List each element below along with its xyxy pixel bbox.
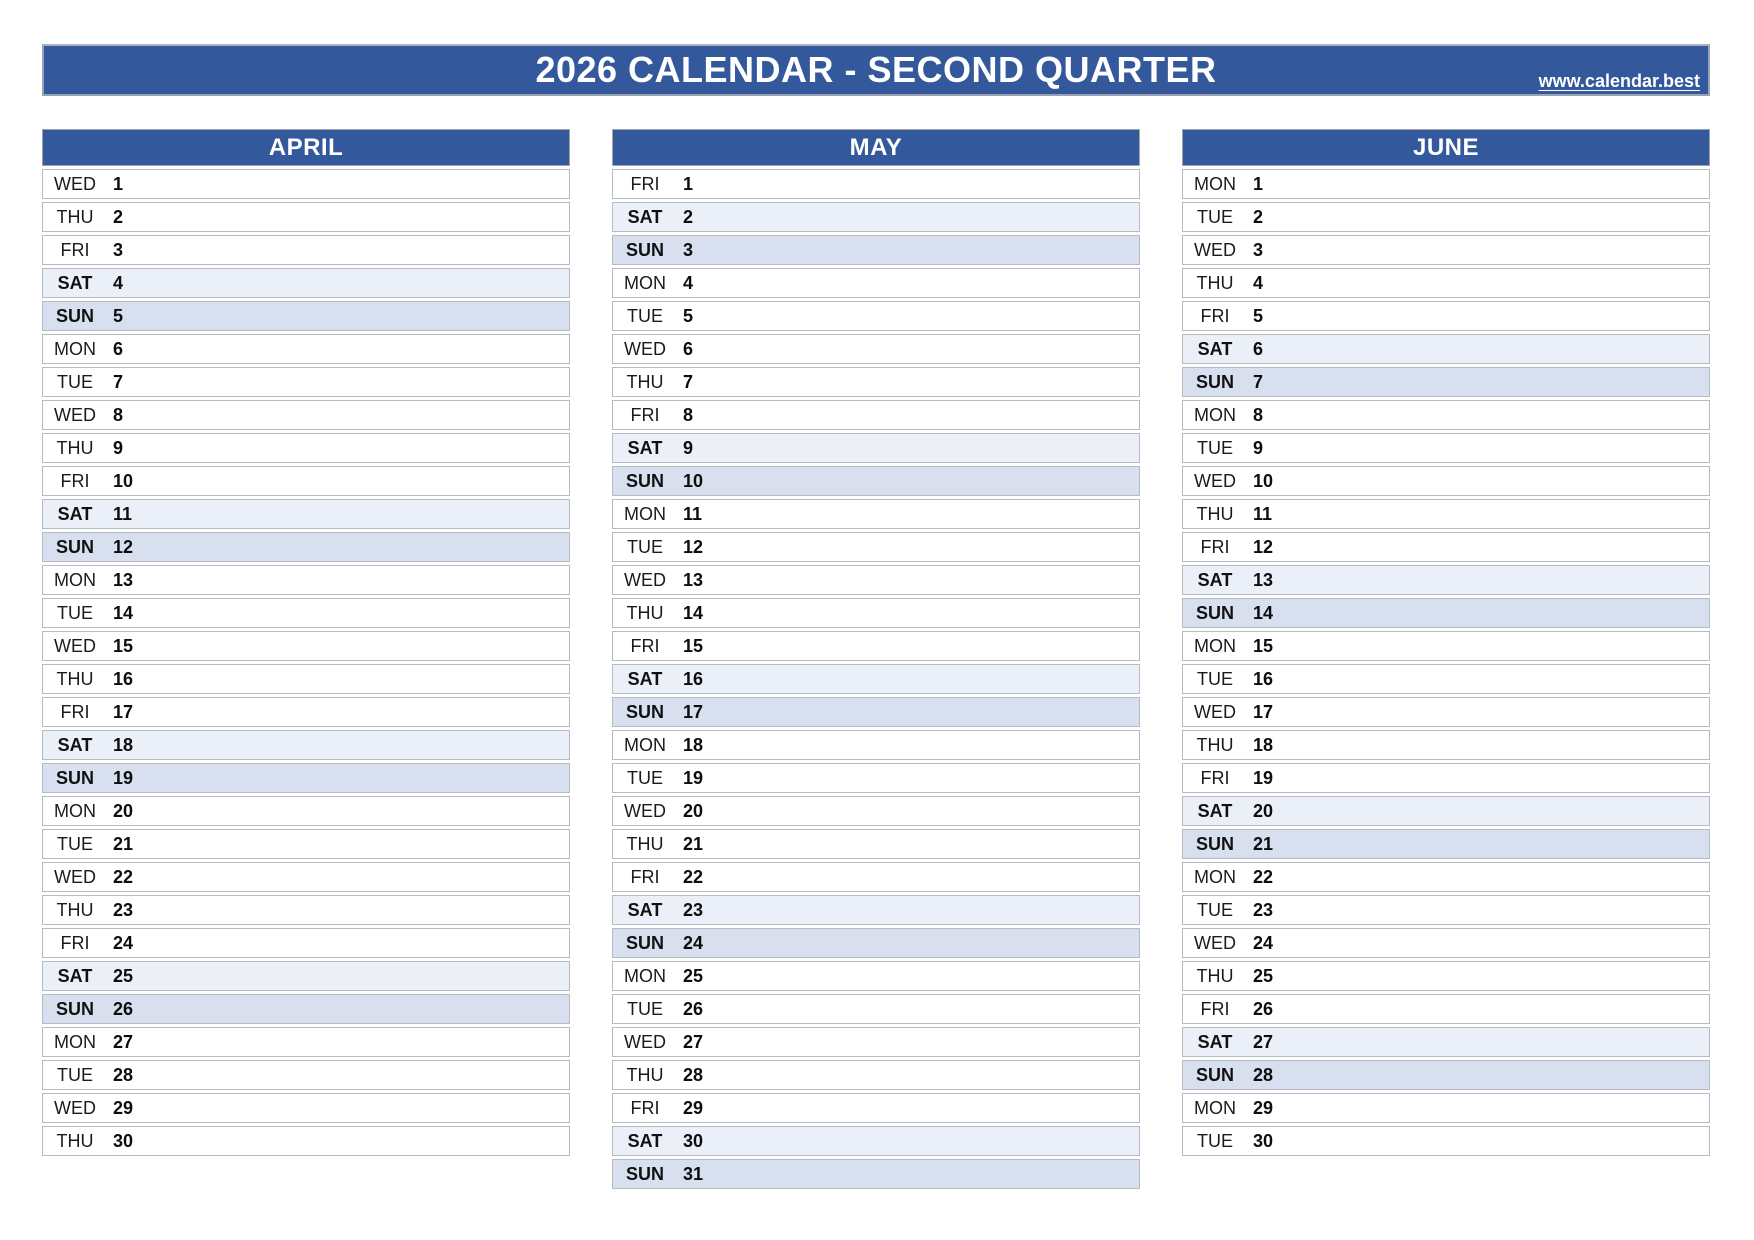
day-row [42,730,570,760]
day-row [1182,202,1710,232]
day-number: 15 [683,635,704,656]
day-row [1182,697,1710,727]
day-row [1182,862,1710,892]
day-name: WED [624,338,666,359]
day-row [42,1027,570,1057]
day-number: 23 [683,899,704,920]
day-row [1182,1060,1710,1090]
day-name: FRI [630,404,660,425]
day-row [42,499,570,529]
day-name: FRI [1200,536,1230,557]
day-row [612,796,1140,826]
day-row [42,1060,570,1090]
day-name: MON [624,965,666,986]
day-number: 21 [113,833,134,854]
day-number: 6 [683,338,694,359]
day-row [42,961,570,991]
day-row [1182,169,1710,199]
day-name: TUE [1197,668,1233,689]
day-name: SUN [625,239,664,260]
day-row [612,631,1140,661]
day-number: 3 [1253,239,1264,260]
day-name: WED [1194,932,1236,953]
day-number: 19 [113,767,134,788]
day-name: MON [1194,404,1236,425]
day-name: THU [626,371,664,392]
day-row [1182,565,1710,595]
day-number: 9 [683,437,694,458]
day-number: 11 [1253,503,1273,524]
day-row [1182,1027,1710,1057]
day-row [612,268,1140,298]
day-row [612,994,1140,1024]
day-name: WED [624,800,666,821]
day-name: SUN [1195,833,1234,854]
day-row [612,1126,1140,1156]
day-row [612,961,1140,991]
day-row [1182,466,1710,496]
day-name: SAT [1197,569,1233,590]
day-name: THU [626,1064,664,1085]
website-link[interactable]: www.calendar.best [1538,71,1700,91]
day-name: SUN [55,998,94,1019]
day-number: 28 [1253,1064,1274,1085]
day-row [42,862,570,892]
day-name: WED [624,1031,666,1052]
day-name: SAT [1197,338,1233,359]
day-name: TUE [627,305,663,326]
month-column-june [1182,129,1710,1192]
day-name: SUN [1195,371,1234,392]
day-number: 9 [1253,437,1264,458]
day-row [1182,664,1710,694]
day-name: WED [54,173,96,194]
day-name: THU [56,1130,94,1151]
day-row [612,895,1140,925]
day-row [612,598,1140,628]
day-row [42,169,570,199]
day-number: 6 [113,338,124,359]
day-name: TUE [1197,1130,1233,1151]
day-name: SAT [1197,800,1233,821]
day-name: SAT [627,1130,663,1151]
day-name: SUN [625,701,664,722]
day-number: 26 [683,998,704,1019]
day-number: 2 [683,206,694,227]
day-name: SAT [627,437,663,458]
day-number: 9 [113,437,124,458]
day-name: FRI [1200,305,1230,326]
day-number: 13 [113,569,134,590]
day-number: 5 [113,305,124,326]
day-row [42,235,570,265]
day-row [1182,1126,1710,1156]
day-row [42,1093,570,1123]
day-name: SAT [57,734,93,755]
day-number: 29 [113,1097,134,1118]
day-number: 14 [683,602,704,623]
day-row [42,664,570,694]
day-row [612,169,1140,199]
day-name: WED [54,635,96,656]
day-name: WED [624,569,666,590]
month-header-june: JUNE [1182,129,1710,166]
day-number: 6 [1253,338,1264,359]
day-name: MON [624,272,666,293]
day-name: FRI [630,1097,660,1118]
day-number: 16 [683,668,704,689]
day-name: FRI [1200,767,1230,788]
day-name: THU [56,668,94,689]
day-name: FRI [60,470,90,491]
day-number: 30 [113,1130,134,1151]
day-number: 12 [683,536,704,557]
day-name: SAT [627,206,663,227]
day-name: SUN [625,1163,664,1184]
day-row [42,895,570,925]
day-name: TUE [1197,206,1233,227]
day-name: TUE [627,536,663,557]
day-name: WED [1194,701,1236,722]
day-number: 18 [113,734,134,755]
day-row [1182,433,1710,463]
day-row [42,268,570,298]
day-number: 2 [1253,206,1264,227]
day-name: MON [1194,173,1236,194]
day-row [612,1159,1140,1189]
day-row [612,235,1140,265]
day-number: 10 [683,470,704,491]
day-number: 17 [113,701,134,722]
month-header-april: APRIL [42,129,570,166]
day-name: MON [54,338,96,359]
day-row [1182,334,1710,364]
day-name: FRI [630,173,660,194]
day-number: 27 [113,1031,134,1052]
day-name: WED [54,404,96,425]
day-number: 7 [683,371,694,392]
day-row [612,202,1140,232]
day-number: 1 [683,173,694,194]
day-number: 30 [683,1130,704,1151]
day-name: THU [56,899,94,920]
day-number: 11 [113,503,133,524]
day-row [42,1126,570,1156]
day-number: 30 [1253,1130,1274,1151]
day-name: THU [56,437,94,458]
day-number: 19 [683,767,704,788]
day-number: 31 [683,1163,704,1184]
day-row [42,532,570,562]
day-row [1182,301,1710,331]
day-name: SUN [55,767,94,788]
day-row [1182,367,1710,397]
day-number: 4 [683,272,694,293]
day-number: 2 [113,206,124,227]
day-row [612,730,1140,760]
day-name: WED [54,866,96,887]
day-row [1182,829,1710,859]
day-row [42,301,570,331]
day-number: 13 [1253,569,1274,590]
day-number: 3 [113,239,124,260]
day-row [42,334,570,364]
day-number: 8 [1253,404,1264,425]
day-name: SUN [625,932,664,953]
months-container [42,129,1710,1192]
day-name: THU [626,833,664,854]
day-number: 12 [113,536,134,557]
day-row [612,565,1140,595]
day-row [1182,763,1710,793]
day-row [1182,268,1710,298]
day-number: 22 [1253,866,1274,887]
day-name: MON [1194,866,1236,887]
day-name: THU [1196,734,1234,755]
day-name: WED [1194,470,1236,491]
day-name: SAT [57,965,93,986]
day-name: FRI [630,635,660,656]
day-row [612,928,1140,958]
month-rows-april [42,169,570,1156]
day-row [1182,730,1710,760]
day-number: 12 [1253,536,1274,557]
day-name: MON [1194,1097,1236,1118]
day-row [612,1060,1140,1090]
day-number: 24 [113,932,134,953]
day-row [1182,400,1710,430]
day-number: 8 [113,404,124,425]
day-name: TUE [57,833,93,854]
day-number: 19 [1253,767,1274,788]
day-number: 7 [1253,371,1264,392]
day-row [612,862,1140,892]
day-number: 26 [1253,998,1274,1019]
day-number: 28 [113,1064,134,1085]
month-column-may [612,129,1140,1192]
day-name: MON [1194,635,1236,656]
day-name: MON [54,569,96,590]
day-number: 8 [683,404,694,425]
day-number: 17 [1253,701,1274,722]
day-row [612,1093,1140,1123]
day-name: SAT [57,272,93,293]
day-row [612,433,1140,463]
day-row [1182,235,1710,265]
day-name: THU [1196,503,1234,524]
month-header-may: MAY [612,129,1140,166]
day-name: TUE [57,602,93,623]
day-name: TUE [627,998,663,1019]
month-column-april [42,129,570,1192]
day-number: 7 [113,371,124,392]
day-number: 15 [113,635,134,656]
title-bar [42,44,1710,96]
day-name: SAT [627,668,663,689]
day-row [612,400,1140,430]
day-row [1182,532,1710,562]
day-row [42,202,570,232]
day-number: 5 [683,305,694,326]
day-row [612,1027,1140,1057]
day-name: THU [56,206,94,227]
day-name: SUN [625,470,664,491]
day-name: TUE [57,1064,93,1085]
day-row [42,631,570,661]
day-row [1182,895,1710,925]
day-name: MON [54,800,96,821]
day-name: SAT [627,899,663,920]
day-row [42,565,570,595]
day-number: 14 [113,602,134,623]
day-name: WED [1194,239,1236,260]
day-row [1182,1093,1710,1123]
day-number: 10 [1253,470,1274,491]
day-number: 4 [1253,272,1264,293]
day-row [612,664,1140,694]
day-number: 25 [1253,965,1274,986]
day-name: FRI [60,239,90,260]
day-number: 23 [1253,899,1274,920]
day-number: 28 [683,1064,704,1085]
day-number: 17 [683,701,704,722]
day-number: 10 [113,470,134,491]
day-row [42,598,570,628]
day-number: 20 [683,800,704,821]
day-row [1182,961,1710,991]
day-name: MON [624,734,666,755]
day-row [1182,499,1710,529]
day-row [42,994,570,1024]
day-row [42,829,570,859]
day-number: 1 [113,173,124,194]
day-name: THU [1196,965,1234,986]
day-row [42,697,570,727]
day-number: 1 [1253,173,1264,194]
day-number: 11 [683,503,703,524]
day-row [612,499,1140,529]
day-row [612,367,1140,397]
page-title: 2026 CALENDAR - SECOND QUARTER [535,49,1217,90]
day-number: 18 [1253,734,1274,755]
day-row [612,334,1140,364]
day-row [42,367,570,397]
day-name: SAT [1197,1031,1233,1052]
day-number: 24 [683,932,704,953]
day-name: MON [624,503,666,524]
day-name: TUE [1197,899,1233,920]
month-rows-june [1182,169,1710,1156]
month-rows-may [612,169,1140,1189]
day-number: 5 [1253,305,1264,326]
day-row [42,763,570,793]
day-row [612,466,1140,496]
day-number: 4 [113,272,124,293]
day-number: 15 [1253,635,1274,656]
day-name: FRI [60,701,90,722]
day-name: THU [1196,272,1234,293]
day-name: MON [54,1031,96,1052]
day-number: 23 [113,899,134,920]
day-name: TUE [1197,437,1233,458]
day-number: 21 [683,833,704,854]
day-name: WED [54,1097,96,1118]
day-name: FRI [1200,998,1230,1019]
day-row [1182,994,1710,1024]
day-name: SUN [55,305,94,326]
day-number: 16 [1253,668,1274,689]
day-name: THU [626,602,664,623]
day-number: 25 [113,965,134,986]
day-row [42,433,570,463]
day-row [612,829,1140,859]
day-row [42,928,570,958]
day-number: 18 [683,734,704,755]
day-number: 25 [683,965,704,986]
day-row [612,697,1140,727]
day-number: 20 [1253,800,1274,821]
day-name: SUN [1195,1064,1234,1085]
day-name: FRI [630,866,660,887]
day-number: 29 [683,1097,704,1118]
day-number: 24 [1253,932,1274,953]
day-row [612,301,1140,331]
day-row [1182,631,1710,661]
day-name: SUN [55,536,94,557]
day-name: TUE [57,371,93,392]
day-number: 22 [113,866,134,887]
day-number: 21 [1253,833,1274,854]
day-number: 29 [1253,1097,1274,1118]
day-row [1182,796,1710,826]
day-number: 27 [1253,1031,1274,1052]
day-row [42,400,570,430]
day-row [42,466,570,496]
day-number: 16 [113,668,134,689]
day-number: 26 [113,998,134,1019]
day-number: 14 [1253,602,1274,623]
day-row [1182,928,1710,958]
day-name: FRI [60,932,90,953]
day-number: 3 [683,239,694,260]
day-row [612,532,1140,562]
day-row [612,763,1140,793]
day-name: SUN [1195,602,1234,623]
day-row [42,796,570,826]
day-number: 13 [683,569,704,590]
day-name: TUE [627,767,663,788]
day-number: 20 [113,800,134,821]
day-number: 22 [683,866,704,887]
day-row [1182,598,1710,628]
day-number: 27 [683,1031,704,1052]
day-name: SAT [57,503,93,524]
